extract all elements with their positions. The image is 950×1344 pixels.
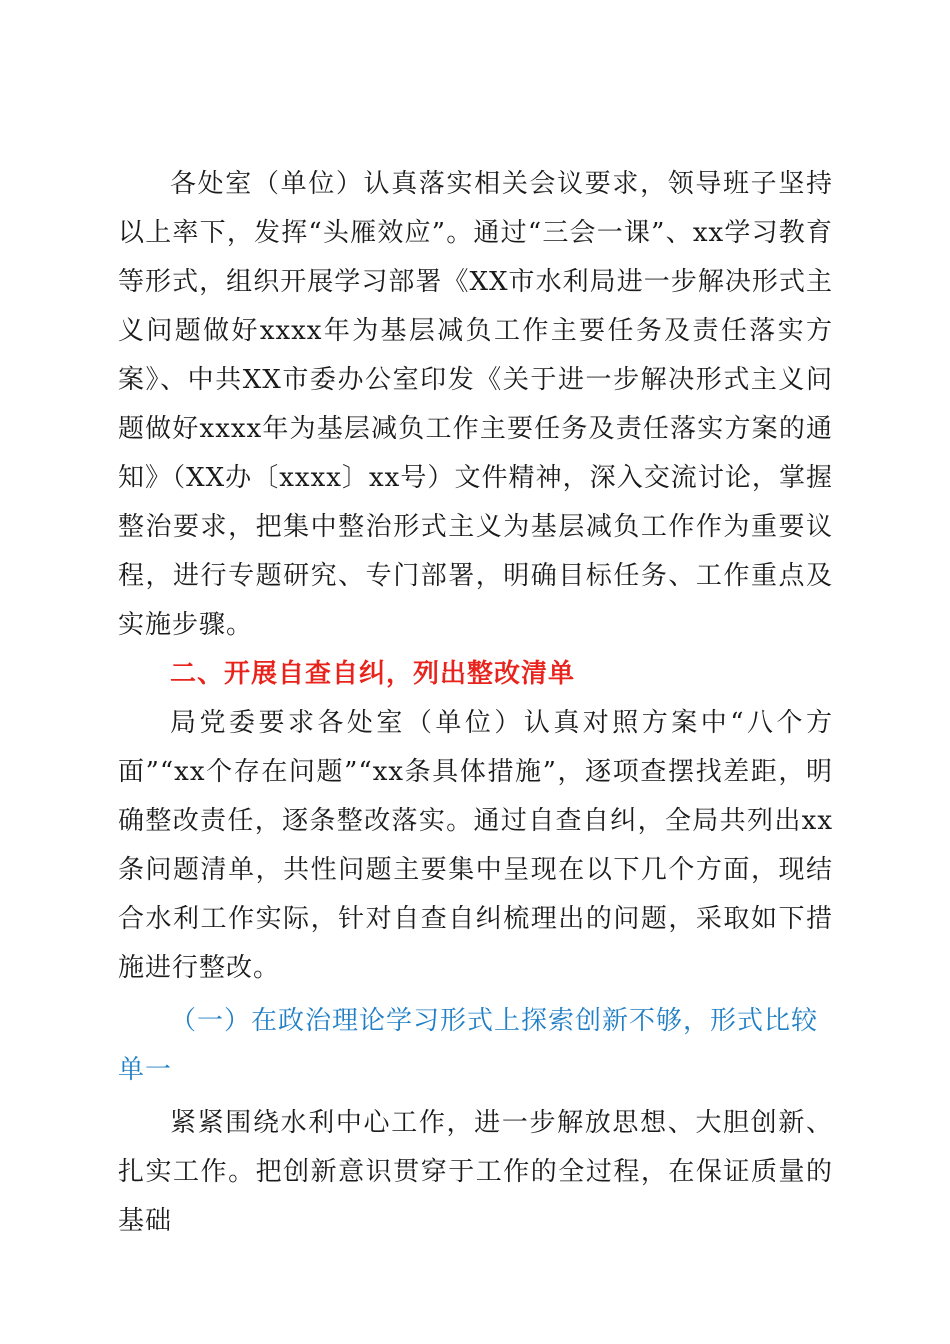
subsection-heading: （一）在政治理论学习形式上探索创新不够，形式比较单一 <box>118 1006 819 1085</box>
document-page <box>118 160 833 1246</box>
body-paragraph: 局党委要求各处室（单位）认真对照方案中“八个方面”“xx个存在问题”“xx条具体措施”，逐项查摆找差距，明确整改责任，逐条整改落实。通过自查自纠，全局共列出xx条问题清单，共性问题主要集中呈现在以下几个方面，现结合水利工作实际，针对自查自纠梳理出的问题，采取如下措施进行整改。 <box>118 708 833 983</box>
body-paragraph: 紧紧围绕水利中心工作，进一步解放思想、大胆创新、扎实工作。把创新意识贯穿于工作的全过程，在保证质量的基础 <box>118 1108 833 1236</box>
body-paragraph: 各处室（单位）认真落实相关会议要求，领导班子坚持以上率下，发挥“头雁效应”。通过“三会一课”、xx学习教育等形式，组织开展学习部署《XX市水利局进一步解决形式主义问题做好xxxx年为基层减负工作主要任务及责任落实方案》、中共XX市委办公室印发《关于进一步解决形式主义问题做好xxxx年为基层减负工作主要任务及责任落实方案的通知》（XX办〔xxxx〕xx号）文件精神，深入交流讨论，掌握整治要求，把集中整治形式主义为基层减负工作作为重要议程，进行专题研究、专门部署，明确目标任务、工作重点及实施步骤。 <box>118 169 833 640</box>
section-heading: 二、开展自查自纠，列出整改清单 <box>170 659 576 689</box>
